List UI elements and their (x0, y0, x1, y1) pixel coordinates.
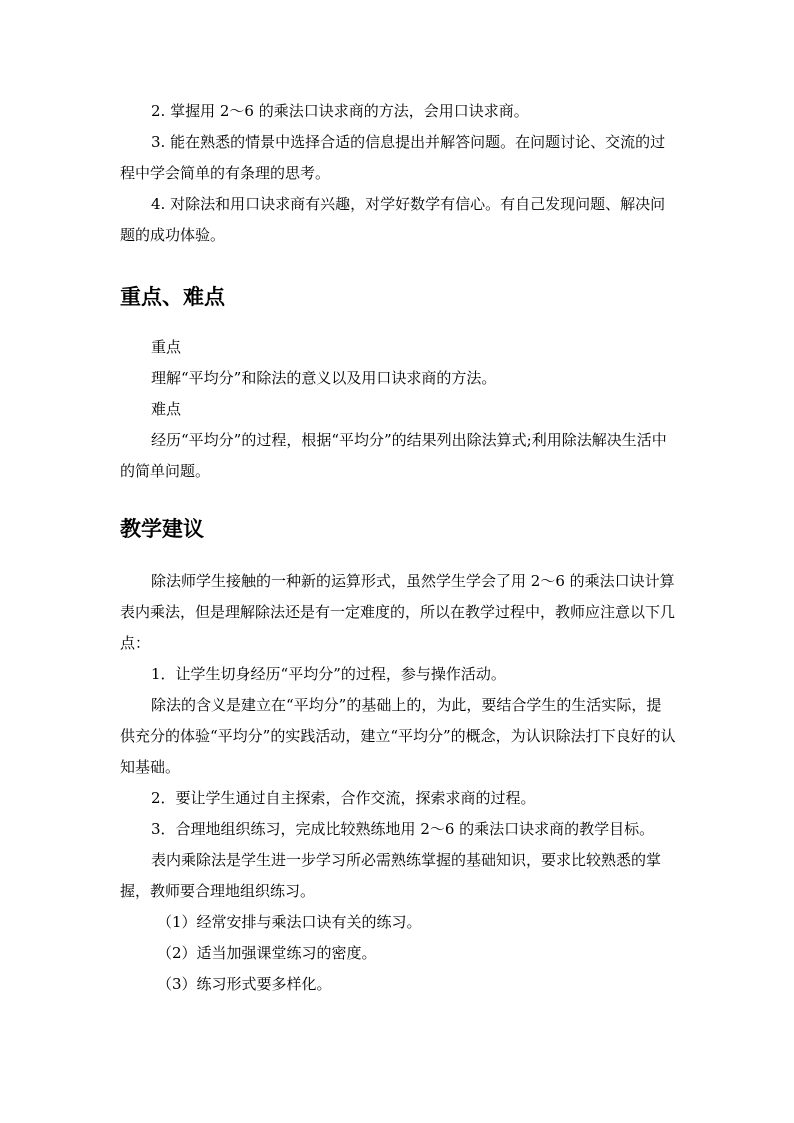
document-content (120, 96, 676, 1000)
sub-item-3: （3）练习形式要多样化。 (157, 975, 332, 993)
teaching-heading: 教学建议 (120, 517, 204, 541)
key-points-heading: 重点、难点 (120, 285, 225, 309)
objective-2: 2. 掌握用 2～6 的乘法口诀求商的方法，会用口诀求商。 (151, 102, 529, 120)
objective-4: 4. 对除法和用口诀求商有兴趣，对学好数学有信心。有自己发现问题、解决问题的成功体验。 (120, 195, 666, 244)
sub-item-1: （1）经常安排与乘法口诀有关的练习。 (157, 913, 422, 931)
sub-item-2: （2）适当加强课堂练习的密度。 (157, 944, 377, 962)
point-1-title: 1．让学生切身经历“平均分”的过程，参与操作活动。 (151, 665, 506, 683)
point-3-title: 3．合理地组织练习，完成比较熟练地用 2～6 的乘法口诀求商的教学目标。 (151, 820, 655, 838)
difficulty-label: 难点 (151, 400, 182, 418)
point-3-text: 表内乘除法是学生进一步学习所必需熟练掌握的基础知识，要求比较熟悉的掌握，教师要合理地组织练习。 (120, 851, 662, 900)
point-2-title: 2．要让学生通过自主探索，合作交流，探索求商的过程。 (151, 789, 536, 807)
point-1-text: 除法的含义是建立在“平均分”的基础上的，为此，要结合学生的生活实际，提供充分的体验“平均分”的实践活动，建立“平均分”的概念，为认识除法打下良好的认知基础。 (120, 696, 676, 776)
key-text: 理解“平均分”和除法的意义以及用口诀求商的方法。 (151, 369, 497, 387)
objective-3: 3. 能在熟悉的情景中选择合适的信息提出并解答问题。在问题讨论、交流的过程中学会简单的有条理的思考。 (120, 133, 666, 182)
key-label: 重点 (151, 338, 182, 356)
teaching-intro: 除法师学生接触的一种新的运算形式，虽然学生学会了用 2～6 的乘法口诀计算表内乘法，但是理解除法还是有一定难度的，所以在教学过程中，教师应注意以下几点： (120, 572, 676, 652)
difficulty-text: 经历“平均分”的过程，根据“平均分”的结果列出除法算式;利用除法解决生活中的简单问题。 (120, 431, 667, 480)
